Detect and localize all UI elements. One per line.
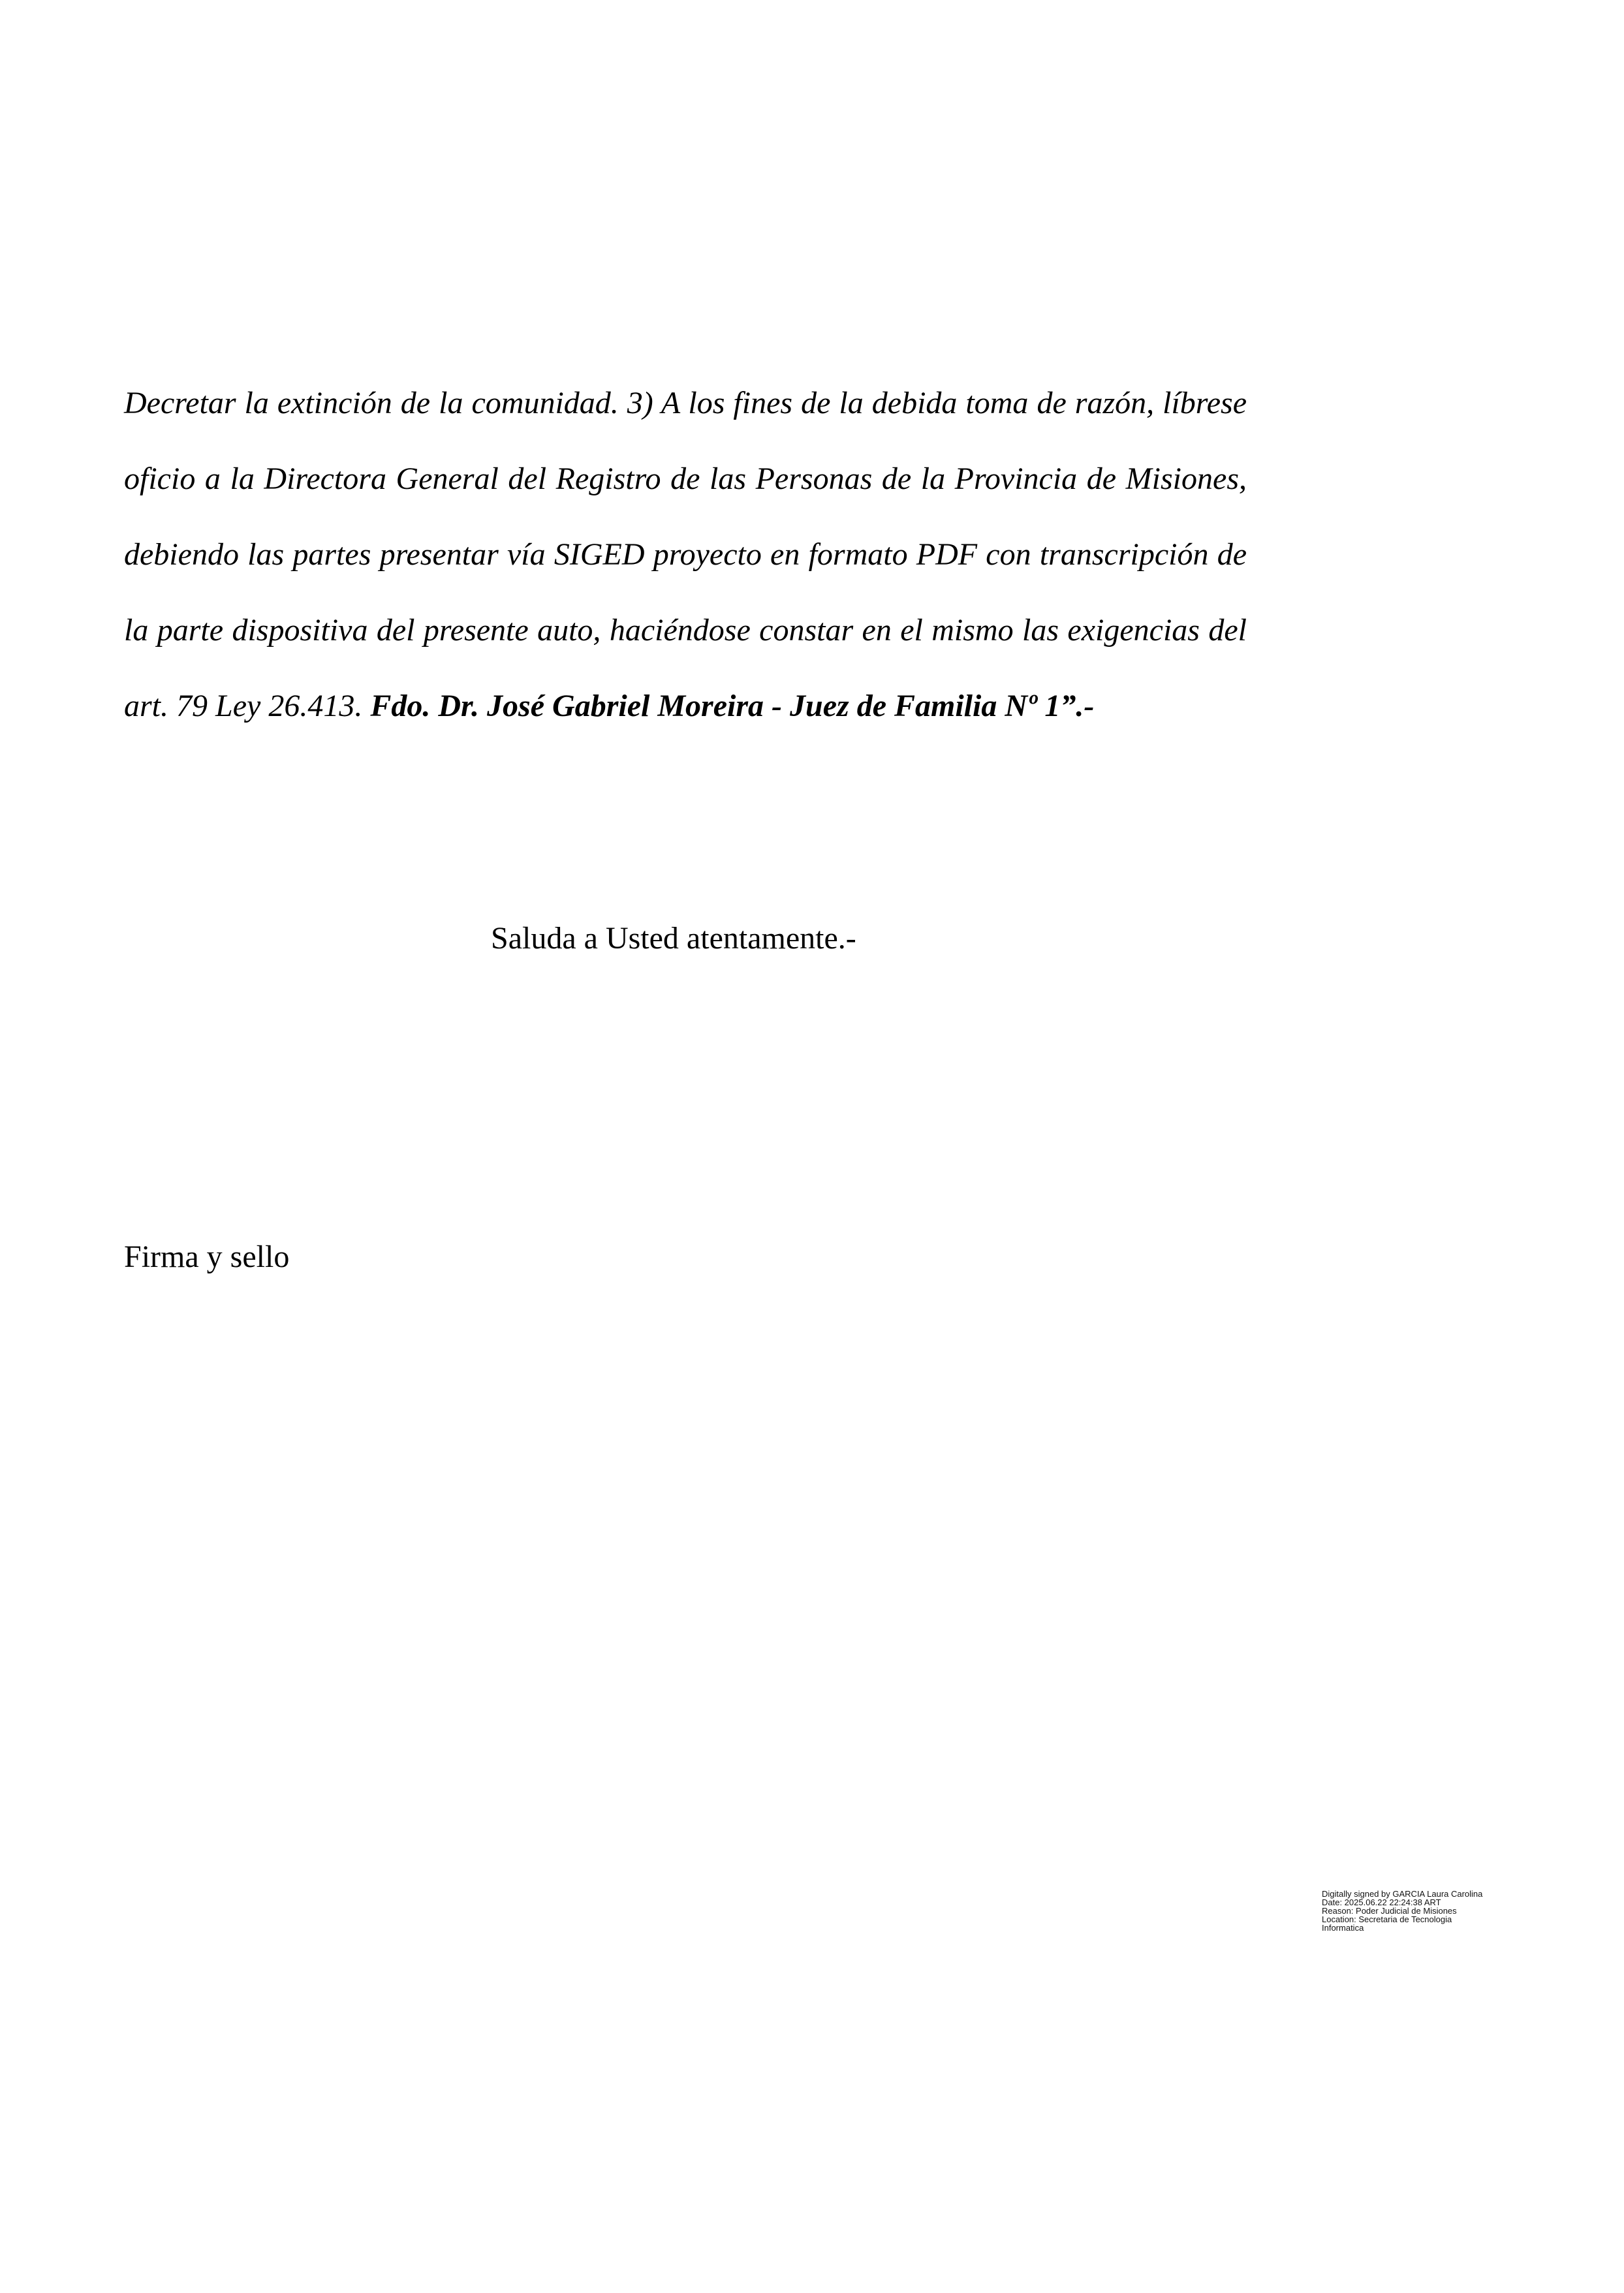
digital-signature-location-continued: Informatica <box>1322 1923 1364 1933</box>
body-paragraph-text: Decretar la extinción de la comunidad. 3) A los fines de la debida toma de razón, líbrese oficio a la Directora General del Registro de las Personas de la Provincia de Misiones, debiendo las partes presentar vía SIGED proyecto en formato PDF con transcripción de la parte dispositiva del presente auto, haciéndose constar en el mismo las exigencias del art. 79 Ley 26.413. <box>124 386 1247 723</box>
digital-signature-block <box>1322 1890 1583 1932</box>
signature-and-seal-label: Firma y sello <box>124 1240 290 1274</box>
digital-signature-location: Location: Secretaria de Tecnologia <box>1322 1914 1452 1924</box>
judge-signature-text: Fdo. Dr. José Gabriel Moreira - Juez de Familia Nº 1”.- <box>370 689 1095 723</box>
digital-signature-signer: Digitally signed by GARCIA Laura Carolina <box>1322 1889 1483 1899</box>
closing-salutation: Saluda a Usted atentamente.- <box>491 921 856 956</box>
digital-signature-reason: Reason: Poder Judicial de Misiones <box>1322 1906 1457 1916</box>
body-paragraph <box>124 366 1247 744</box>
digital-signature-date: Date: 2025.06.22 22:24:38 ART <box>1322 1897 1441 1907</box>
